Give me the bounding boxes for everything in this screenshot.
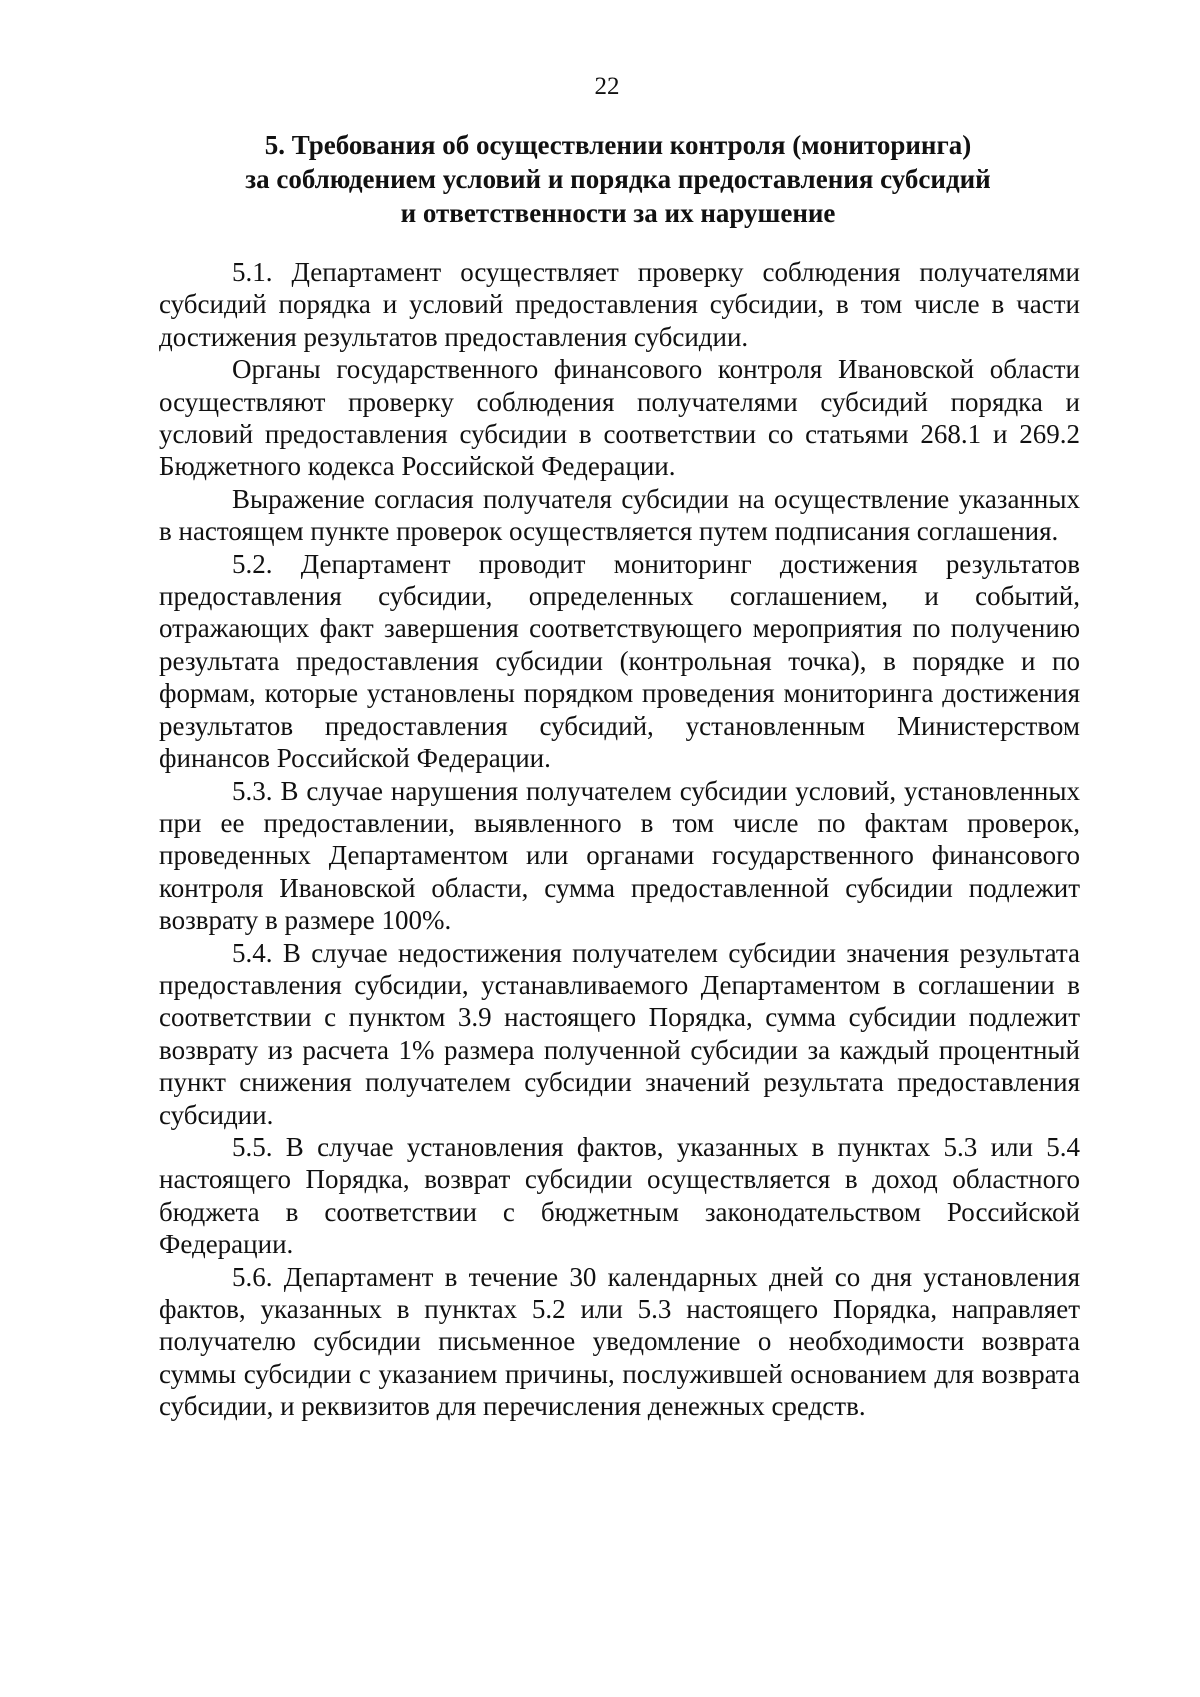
paragraph-5-6: 5.6. Департамент в течение 30 календарных дней со дня установления фактов, указанных в пунктах 5.2 или 5.3 настоящего Порядка, направляет получателю субсидии письменное уведомление о необходимости возврата суммы субсидии с указанием причины, послужившей основанием для возврата субсидии, и реквизитов для перечисления денежных средств. — [159, 1261, 1080, 1422]
heading-line: за соблюдением условий и порядка предоставления субсидий — [245, 164, 991, 194]
paragraph-control-bodies: Органы государственного финансового контроля Ивановской области осуществляют проверку соблюдения получателями субсидий порядка и условий предоставления субсидии в соответствии со статьями 268.1 и 269.2 Бюджетного кодекса Российской Федерации. — [159, 354, 1080, 482]
paragraph-5-2: 5.2. Департамент проводит мониторинг достижения результатов предоставления субсидии, определенных соглашением, и событий, отражающих факт завершения соответствующего мероприятия по получению результата предоставления субсидии (контрольная точка), в порядке и по формам, которые установлены порядком проведения мониторинга достижения результатов предоставления субсидий, установленным Министерством финансов Российской Федерации. — [159, 548, 1080, 774]
section-heading — [150, 128, 1086, 230]
heading-line: 5. Требования об осуществлении контроля (мониторинга) — [264, 130, 972, 160]
page-number: 22 — [594, 73, 620, 100]
paragraph-5-3: 5.3. В случае нарушения получателем субсидии условий, установленных при ее предоставлении, выявленного в том числе по фактам проверок, проведенных Департаментом или органами государственного финансового контроля Ивановской области, сумма предоставленной субсидии подлежит возврату в размере 100%. — [159, 775, 1080, 936]
heading-line: и ответственности за их нарушение — [400, 198, 836, 228]
paragraph-5-5: 5.5. В случае установления фактов, указанных в пунктах 5.3 или 5.4 настоящего Порядка, возврат субсидии осуществляется в доход областного бюджета в соответствии с бюджетным законодательством Российской Федерации. — [159, 1131, 1080, 1260]
paragraph-consent: Выражение согласия получателя субсидии на осуществление указанных в настоящем пункте проверок осуществляется путем подписания соглашения. — [159, 483, 1080, 547]
paragraph-5-4: 5.4. В случае недостижения получателем субсидии значения результата предоставления субсидии, устанавливаемого Департаментом в соглашении в соответствии с пунктом 3.9 настоящего Порядка, сумма субсидии подлежит возврату из расчета 1% размера полученной субсидии за каждый процентный пункт снижения получателем субсидии значений результата предоставления субсидии. — [159, 937, 1080, 1130]
section-body — [159, 256, 1080, 1423]
paragraph-5-1: 5.1. Департамент осуществляет проверку соблюдения получателями субсидий порядка и условий предоставления субсидии, в том числе в части достижения результатов предоставления субсидии. — [159, 257, 1080, 352]
